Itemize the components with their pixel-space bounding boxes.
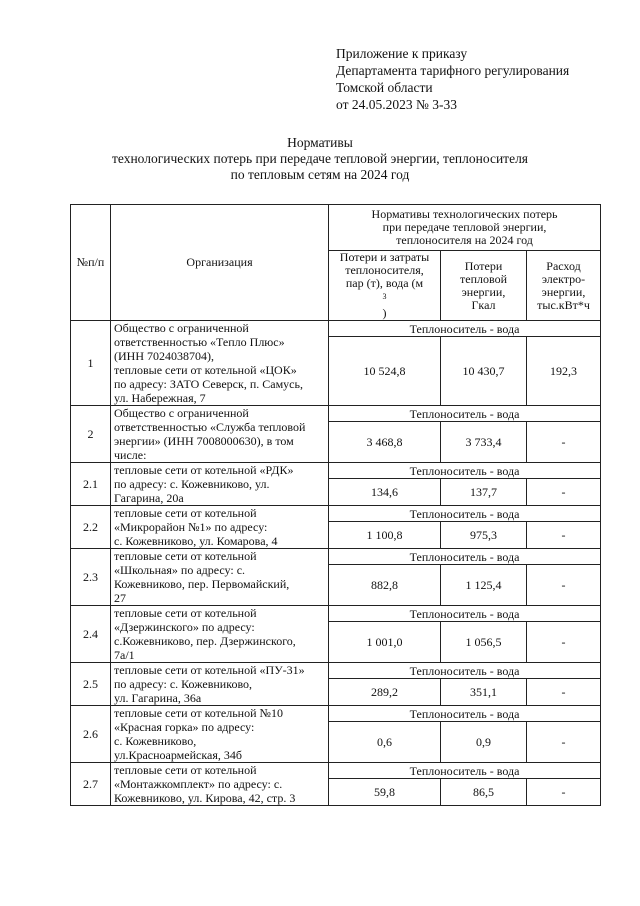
title-line: Нормативы	[287, 135, 353, 150]
organization-line: Кожевниково, ул. Кирова, 42, стр. 3	[114, 791, 296, 805]
organization-cell	[111, 706, 329, 763]
table-row	[71, 763, 601, 779]
heat-losses-value: 1 056,5	[441, 622, 527, 663]
organization-line: ответственностью «Служба тепловой	[114, 420, 306, 434]
organization-line: по адресу: с. Кожевниково, ул.	[114, 477, 270, 491]
heat-losses-value: 975,3	[441, 522, 527, 549]
heat-losses-value: 86,5	[441, 779, 527, 806]
organization-cell	[111, 549, 329, 606]
organization-cell	[111, 463, 329, 506]
col-group-header: Нормативы технологических потерь при передаче тепловой энергии, теплоносителя на 2024 год	[329, 205, 601, 251]
table-row	[71, 406, 601, 422]
power-consumption-value: -	[527, 522, 601, 549]
organization-cell	[111, 406, 329, 463]
organization-line: ул. Набережная, 7	[114, 391, 206, 405]
row-number: 2.1	[71, 463, 111, 506]
heat-carrier-label: Теплоноситель - вода	[329, 406, 601, 422]
row-number: 2.3	[71, 549, 111, 606]
col-heat-losses-header: Потери тепловой энергии, Гкал	[441, 251, 527, 321]
organization-cell	[111, 506, 329, 549]
table-row	[71, 506, 601, 522]
water-losses-value: 1 001,0	[329, 622, 441, 663]
organization-line: энергии» (ИНН 7008000630), в том	[114, 434, 294, 448]
power-consumption-value: -	[527, 722, 601, 763]
power-consumption-value: -	[527, 679, 601, 706]
organization-line: тепловые сети от котельной	[114, 606, 257, 620]
organization-line: тепловые сети от котельной «РДК»	[114, 463, 294, 477]
order-reference	[336, 45, 569, 113]
header-line: Томской области	[336, 80, 433, 95]
norms-table	[70, 204, 601, 806]
heat-carrier-label: Теплоноситель - вода	[329, 706, 601, 722]
organization-line: тепловые сети от котельной	[114, 763, 257, 777]
organization-cell	[111, 663, 329, 706]
organization-line: с.Кожевниково, пер. Дзержинского,	[114, 634, 296, 648]
heat-carrier-label: Теплоноситель - вода	[329, 763, 601, 779]
row-number: 2.6	[71, 706, 111, 763]
row-number: 2.5	[71, 663, 111, 706]
power-consumption-value: 192,3	[527, 337, 601, 406]
heat-losses-value: 1 125,4	[441, 565, 527, 606]
water-losses-value: 3 468,8	[329, 422, 441, 463]
water-losses-value: 882,8	[329, 565, 441, 606]
heat-losses-value: 137,7	[441, 479, 527, 506]
col-water-losses-header: Потери и затраты теплоносителя, пар (т), вода (м $^3$ )	[329, 251, 441, 321]
organization-line: ул.Красноармейская, 34б	[114, 748, 242, 762]
power-consumption-value: -	[527, 779, 601, 806]
table-row	[71, 463, 601, 479]
power-consumption-value: -	[527, 479, 601, 506]
organization-line: Кожевниково, пер. Первомайский,	[114, 577, 290, 591]
water-losses-value: 1 100,8	[329, 522, 441, 549]
water-losses-value: 59,8	[329, 779, 441, 806]
title-line: по тепловым сетям на 2024 год	[230, 167, 410, 182]
table-row	[71, 321, 601, 337]
organization-line: «Школьная» по адресу: с.	[114, 563, 246, 577]
organization-cell	[111, 321, 329, 406]
organization-line: «Микрорайон №1» по адресу:	[114, 520, 268, 534]
organization-cell	[111, 606, 329, 663]
row-number: 1	[71, 321, 111, 406]
heat-losses-value: 3 733,4	[441, 422, 527, 463]
heat-carrier-label: Теплоноситель - вода	[329, 321, 601, 337]
power-consumption-value: -	[527, 565, 601, 606]
heat-carrier-label: Теплоноситель - вода	[329, 463, 601, 479]
organization-line: числе:	[114, 448, 147, 462]
col-number-header: №п/п	[71, 205, 111, 321]
power-consumption-value: -	[527, 422, 601, 463]
heat-losses-value: 10 430,7	[441, 337, 527, 406]
organization-line: (ИНН 7024038704),	[114, 349, 214, 363]
table-row	[71, 706, 601, 722]
row-number: 2.7	[71, 763, 111, 806]
organization-line: ответственностью «Тепло Плюс»	[114, 335, 285, 349]
table-row	[71, 606, 601, 622]
heat-carrier-label: Теплоноситель - вода	[329, 606, 601, 622]
organization-cell	[111, 763, 329, 806]
row-number: 2.2	[71, 506, 111, 549]
heat-losses-value: 0,9	[441, 722, 527, 763]
organization-line: 27	[114, 591, 126, 605]
organization-line: с. Кожевниково, ул. Комарова, 4	[114, 534, 278, 548]
organization-line: Общество с ограниченной	[114, 321, 249, 335]
heat-losses-value: 351,1	[441, 679, 527, 706]
organization-line: тепловые сети от котельной	[114, 506, 257, 520]
organization-line: ул. Гагарина, 36а	[114, 691, 202, 705]
col-organization-header: Организация	[111, 205, 329, 321]
organization-line: Общество с ограниченной	[114, 406, 249, 420]
water-losses-value: 134,6	[329, 479, 441, 506]
col-power-header: Расход электро- энергии, тыс.кВт*ч	[527, 251, 601, 321]
organization-line: «Красная горка» по адресу:	[114, 720, 255, 734]
heat-carrier-label: Теплоноситель - вода	[329, 506, 601, 522]
table-header	[71, 205, 601, 321]
organization-line: «Монтажкомплект» по адресу: с.	[114, 777, 283, 791]
title-line: технологических потерь при передаче тепловой энергии, теплоносителя	[111, 151, 529, 166]
organization-line: тепловые сети от котельной «ПУ-31»	[114, 663, 305, 677]
organization-line: с. Кожевниково,	[114, 734, 197, 748]
power-consumption-value: -	[527, 622, 601, 663]
water-losses-value: 289,2	[329, 679, 441, 706]
organization-line: «Дзержинского» по адресу:	[114, 620, 255, 634]
header-line: Департамента тарифного регулирования	[336, 63, 570, 78]
water-losses-value: 10 524,8	[329, 337, 441, 406]
table-row	[71, 549, 601, 565]
organization-line: тепловые сети от котельной «ЦОК»	[114, 363, 297, 377]
table-row	[71, 663, 601, 679]
water-losses-value: 0,6	[329, 722, 441, 763]
table-body	[71, 321, 601, 806]
organization-line: 7а/1	[114, 648, 135, 662]
heat-carrier-label: Теплоноситель - вода	[329, 549, 601, 565]
header-line: Приложение к приказу	[336, 46, 468, 61]
organization-line: Гагарина, 20а	[114, 491, 184, 505]
organization-line: по адресу: с. Кожевниково,	[114, 677, 253, 691]
row-number: 2.4	[71, 606, 111, 663]
organization-line: тепловые сети от котельной	[114, 549, 257, 563]
heat-carrier-label: Теплоноситель - вода	[329, 663, 601, 679]
document-title	[0, 135, 640, 183]
row-number: 2	[71, 406, 111, 463]
organization-line: тепловые сети от котельной №10	[114, 706, 283, 720]
organization-line: по адресу: ЗАТО Северск, п. Самусь,	[114, 377, 303, 391]
header-line: от 24.05.2023 № 3-33	[336, 97, 457, 112]
